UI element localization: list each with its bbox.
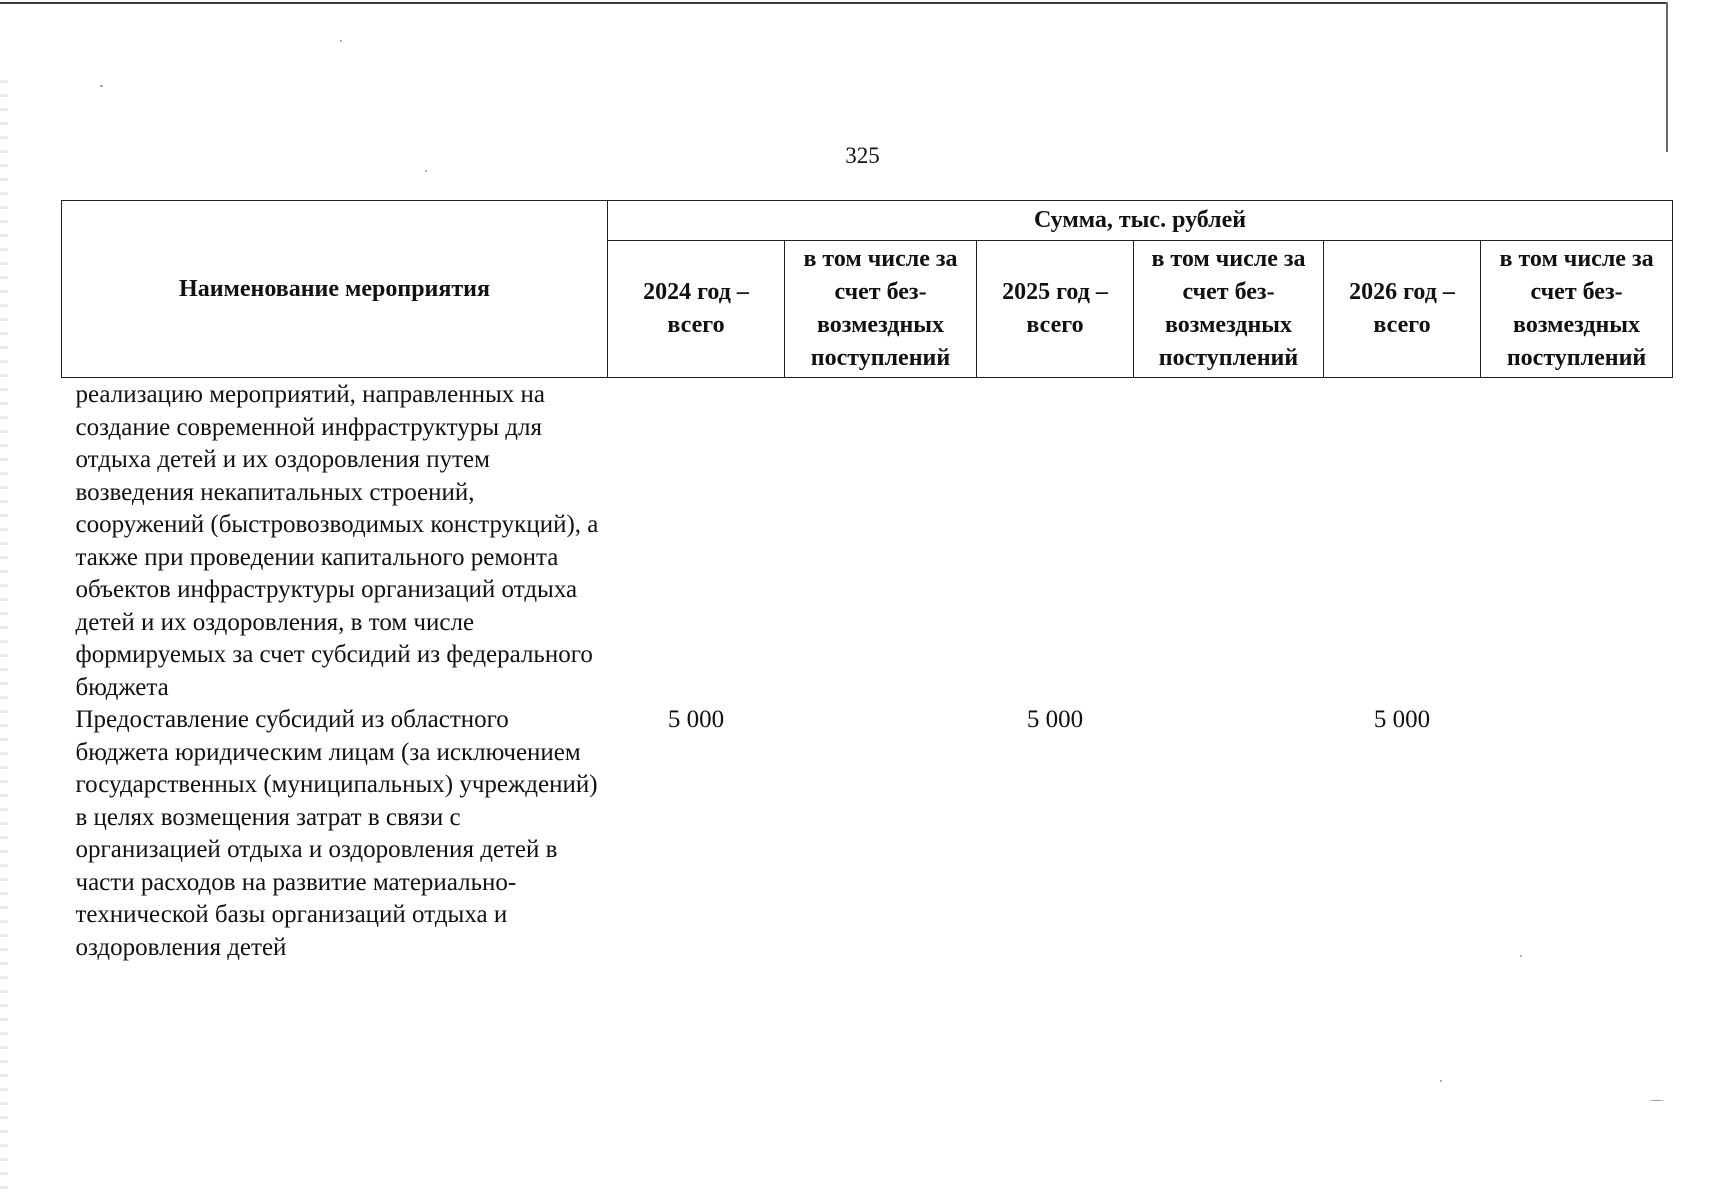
right-border-line — [1666, 2, 1668, 152]
header-sum-group: Сумма, тыс. рублей — [608, 201, 1673, 241]
row-value-2025-free — [1134, 378, 1324, 705]
table-row — [62, 378, 1673, 705]
header-2026-free-receipts: в том числе за счет без-возмездных поступлений — [1481, 241, 1673, 378]
header-2026-total: 2026 год – всего — [1324, 241, 1481, 378]
scan-speck — [1650, 1100, 1664, 1101]
row-value-2024-free — [785, 704, 977, 964]
scan-speck — [1440, 1080, 1442, 1082]
scan-speck — [1520, 955, 1522, 957]
row-value-2026-total — [1324, 378, 1481, 705]
row-name: реализацию мероприятий, направленных на создание современной инфраструктуры для отдыха детей и их оздоровления путем возведения некапитальных строений, сооружений (быстровозводимых конструкций), а также при проведении капитального ремонта объектов инфраструктуры организаций отдыха детей и их оздоровления, в том числе формируемых за счет субсидий из федерального бюджета — [75, 381, 599, 701]
table-row — [62, 704, 1673, 964]
page-number: 325 — [845, 143, 880, 168]
scan-edge-artifact — [0, 80, 8, 1190]
row-value-2026-free — [1481, 378, 1673, 705]
scan-speck — [100, 85, 103, 87]
row-value-2024-total — [608, 378, 785, 705]
top-border-line — [0, 2, 1668, 4]
header-name-column: Наименование мероприятия — [62, 201, 608, 378]
row-name: Предоставление субсидий из областного бюджета юридическим лицам (за исключением государственных (муниципальных) учреждений) в целях возмещения затрат в связи с организацией отдыха и оздоровления детей в части расходов на развитие материально-технической базы организаций отдыха и оздоровления детей — [75, 706, 598, 961]
row-value-2025-free — [1134, 704, 1324, 964]
scan-speck — [425, 170, 427, 172]
header-2024-free-receipts: в том числе за счет без-возмездных поступлений — [785, 241, 977, 378]
budget-table — [61, 200, 1673, 964]
row-value-2024-total: 5 000 — [667, 706, 725, 733]
scan-speck — [340, 40, 342, 42]
row-value-2025-total — [977, 378, 1134, 705]
header-2024-total: 2024 год – всего — [608, 241, 785, 378]
row-value-2024-free — [785, 378, 977, 705]
row-value-2026-total: 5 000 — [1373, 706, 1431, 733]
row-value-2025-total: 5 000 — [1026, 706, 1084, 733]
header-2025-total: 2025 год – всего — [977, 241, 1134, 378]
row-value-2026-free — [1481, 704, 1673, 964]
header-2025-free-receipts: в том числе за счет без-возмездных поступлений — [1134, 241, 1324, 378]
